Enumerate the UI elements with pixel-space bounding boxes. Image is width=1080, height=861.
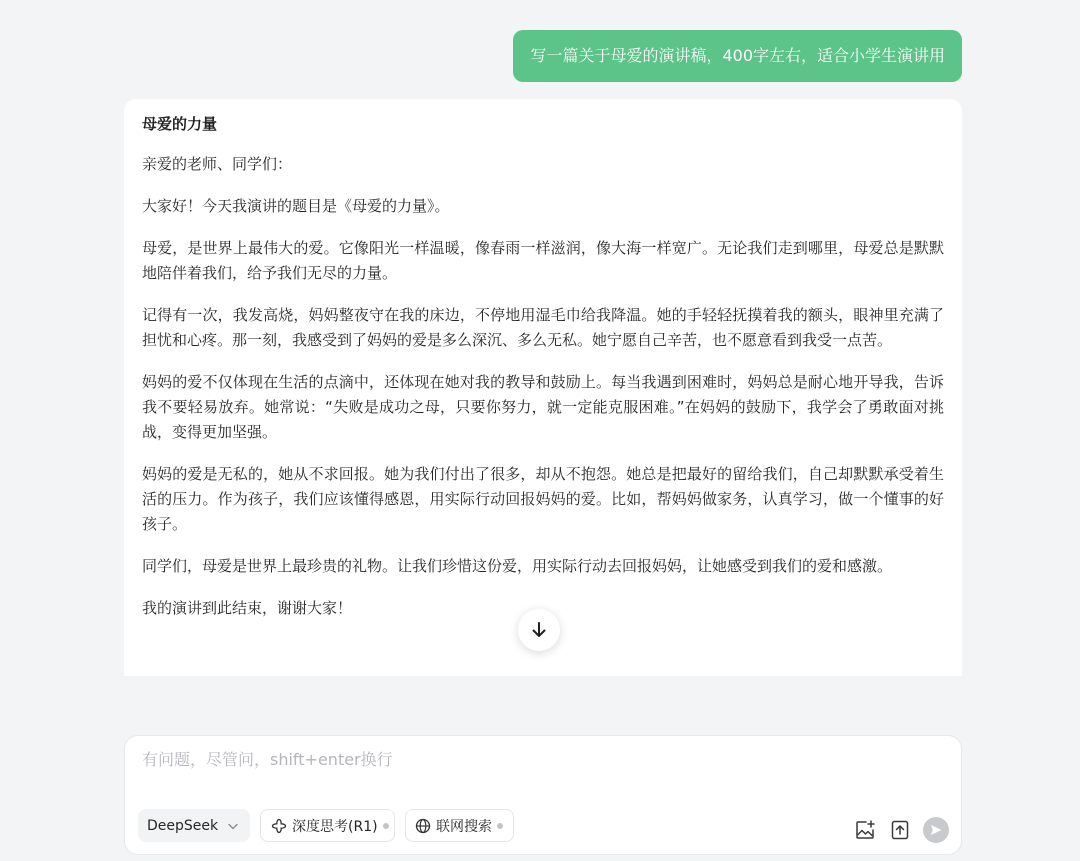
deep-think-label: 深度思考(R1) bbox=[292, 818, 378, 835]
upload-file-icon bbox=[889, 819, 911, 841]
deep-think-toggle[interactable] bbox=[260, 809, 395, 842]
answer-paragraph: 同学们，母爱是世界上最珍贵的礼物。让我们珍惜这份爱，用实际行动去回报妈妈，让她感受到我们的爱和感激。 bbox=[142, 557, 893, 575]
web-search-label: 联网搜索 bbox=[436, 818, 492, 835]
message-composer bbox=[124, 735, 962, 855]
scroll-to-bottom-button[interactable] bbox=[518, 609, 560, 651]
arrow-down-icon bbox=[530, 621, 548, 639]
answer-paragraph: 我的演讲到此结束，谢谢大家！ bbox=[142, 599, 353, 617]
answer-paragraph: 妈妈的爱是无私的，她从不求回报。她为我们付出了很多，却从不抱怨。她总是把最好的留给我们，自己却默默承受着生活的压力。作为孩子，我们应该懂得感恩，用实际行动回报妈妈的爱。比如，帮妈妈做家务，认真学习，做一个懂事的好孩子。 bbox=[142, 465, 944, 533]
model-selector-label: DeepSeek bbox=[147, 817, 219, 834]
atom-icon bbox=[271, 818, 287, 834]
answer-paragraph: 母爱，是世界上最伟大的爱。它像阳光一样温暖，像春雨一样滋润，像大海一样宽广。无论我们走到哪里，母爱总是默默地陪伴着我们，给予我们无尽的力量。 bbox=[142, 239, 944, 282]
send-icon bbox=[929, 823, 943, 837]
add-image-button[interactable] bbox=[854, 819, 876, 841]
image-add-icon bbox=[854, 819, 876, 841]
answer-title: 母爱的力量 bbox=[142, 115, 218, 133]
assistant-answer-card bbox=[124, 99, 962, 676]
answer-paragraph: 大家好！今天我演讲的题目是《母爱的力量》。 bbox=[142, 197, 450, 215]
web-search-toggle[interactable] bbox=[405, 809, 514, 842]
chevron-down-icon bbox=[226, 819, 240, 833]
answer-paragraph: 妈妈的爱不仅体现在生活的点滴中，还体现在她对我的教导和鼓励上。每当我遇到困难时，妈妈总是耐心地开导我，告诉我不要轻易放弃。她常说：“失败是成功之母，只要你努力，就一定能克服困难。”在妈妈的鼓励下，我学会了勇敢面对挑战，变得更加坚强。 bbox=[142, 373, 944, 441]
upload-file-button[interactable] bbox=[889, 819, 911, 841]
model-selector[interactable] bbox=[138, 809, 250, 842]
deep-think-status-dot bbox=[383, 823, 389, 829]
message-input[interactable] bbox=[142, 750, 942, 769]
answer-paragraph: 亲爱的老师、同学们： bbox=[142, 155, 293, 173]
answer-paragraph: 记得有一次，我发高烧，妈妈整夜守在我的床边，不停地用湿毛巾给我降温。她的手轻轻抚摸着我的额头，眼神里充满了担忧和心疼。那一刻，我感受到了妈妈的爱是多么深沉、多么无私。她宁愿自己辛苦，也不愿意看到我受一点苦。 bbox=[142, 306, 944, 349]
send-button[interactable] bbox=[923, 817, 949, 843]
globe-icon bbox=[415, 818, 431, 834]
web-search-status-dot bbox=[497, 823, 503, 829]
user-message-bubble: 写一篇关于母爱的演讲稿，400字左右，适合小学生演讲用 bbox=[513, 30, 962, 82]
